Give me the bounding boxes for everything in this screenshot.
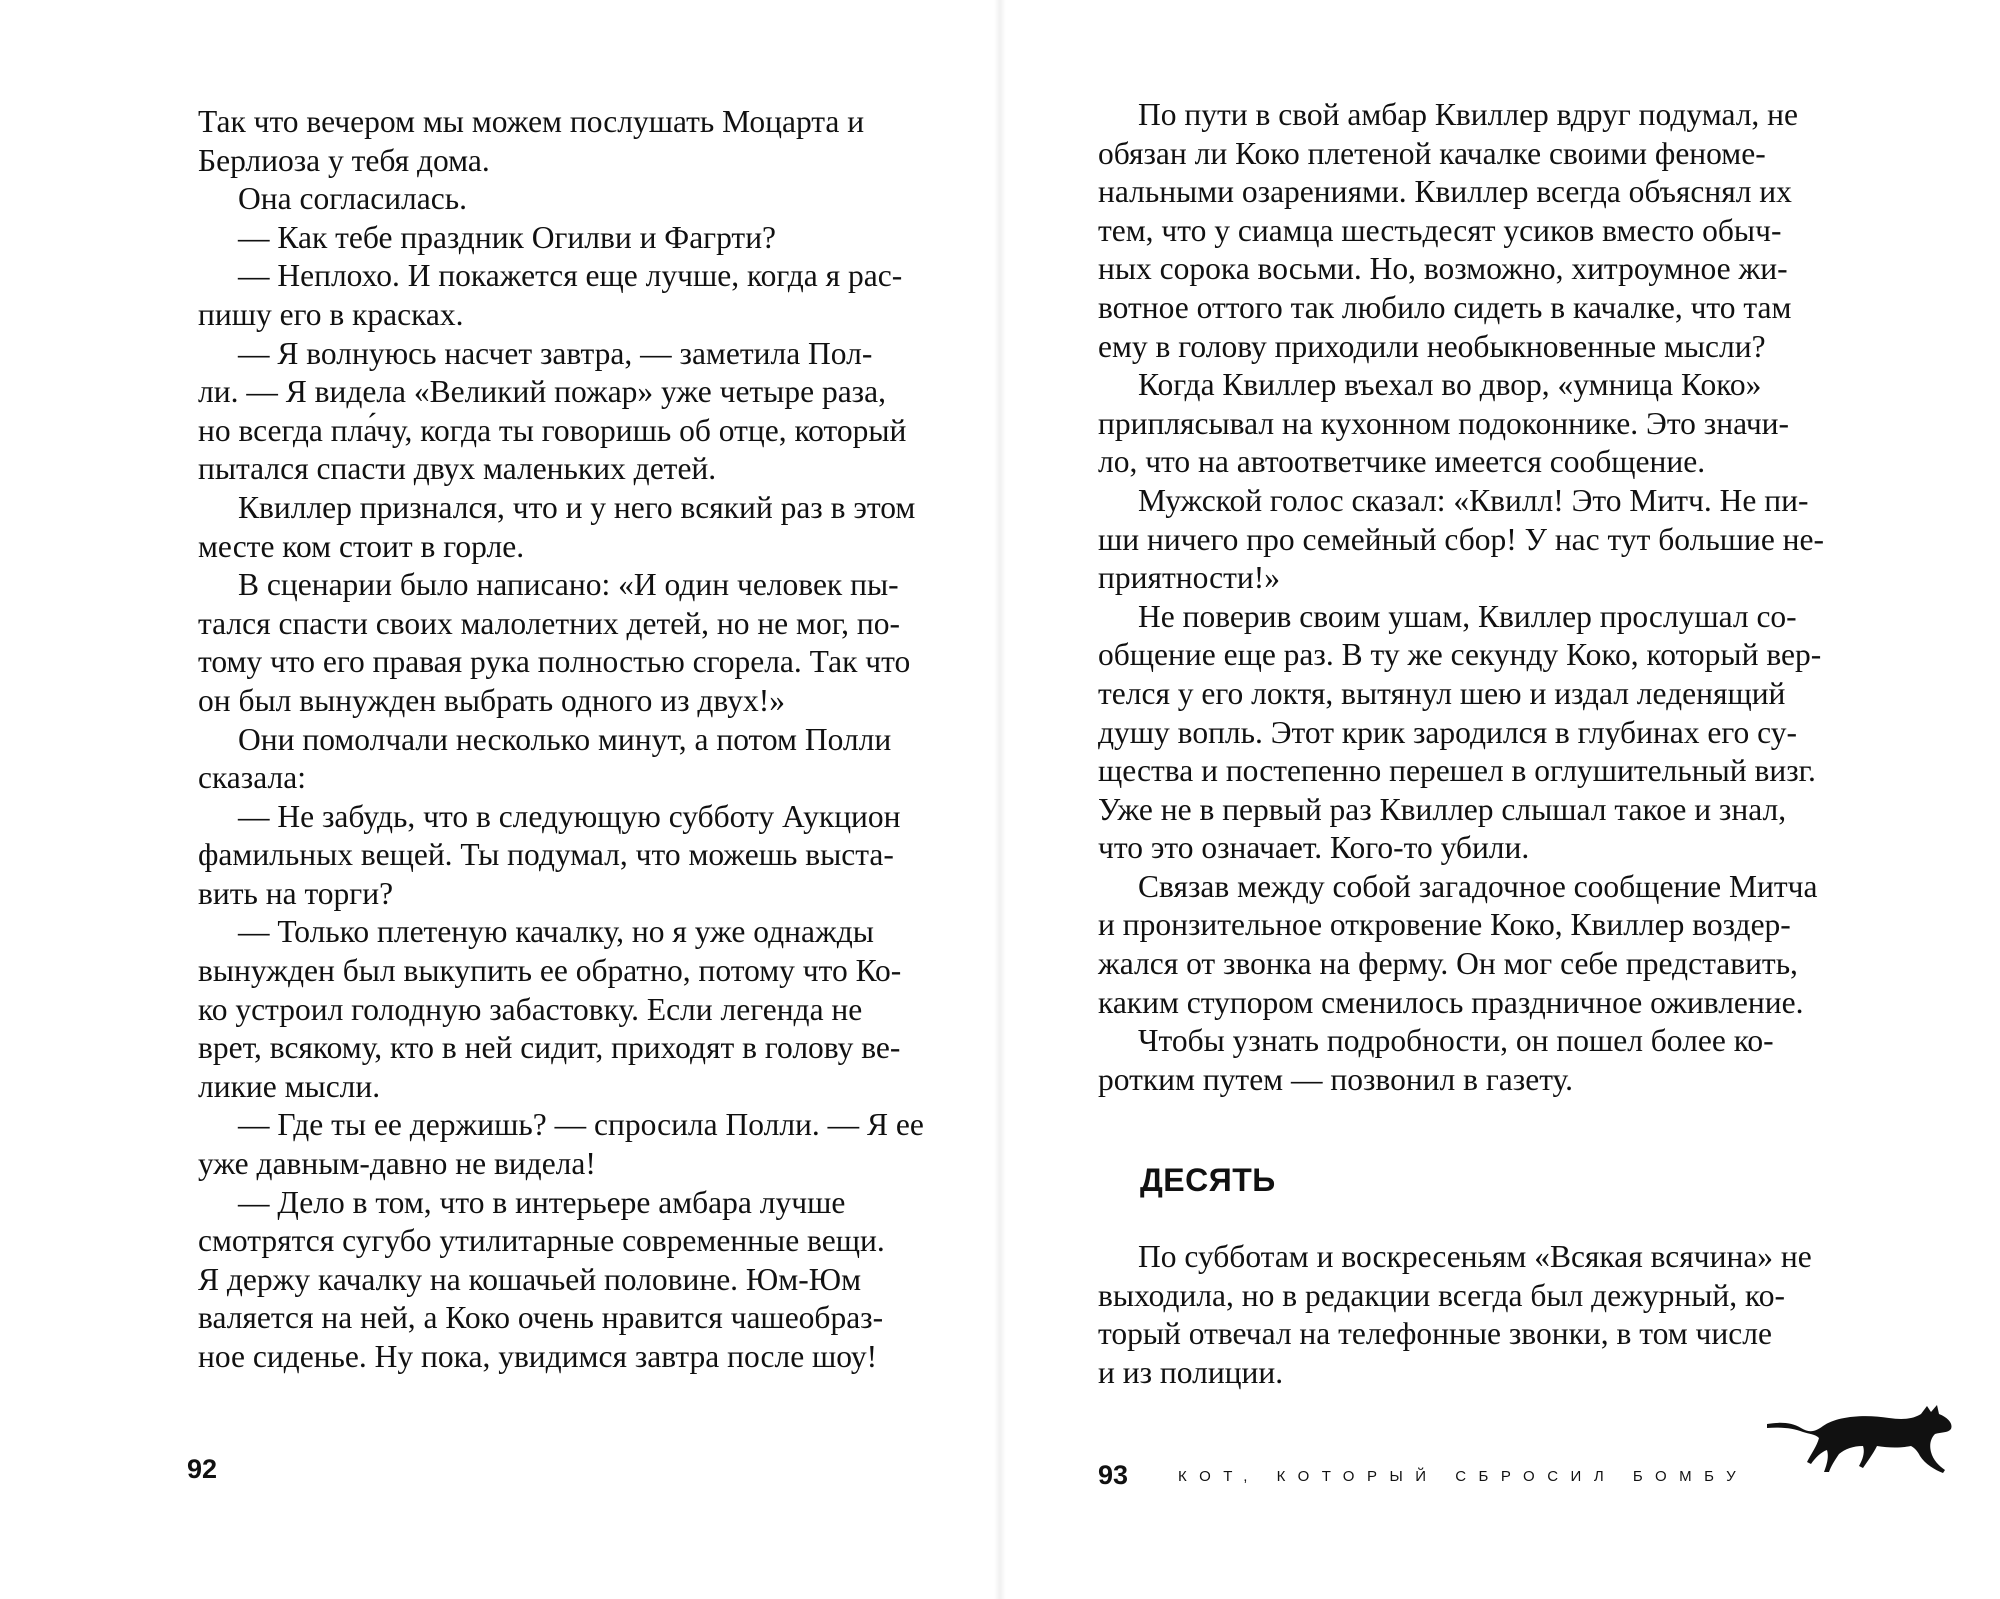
text-line: — Где ты ее держишь? — спросила Полли. — Я ее [238, 1107, 924, 1143]
text-line: — Не забудь, что в следующую субботу Аукцион [238, 798, 901, 834]
right-page-body [1098, 96, 1825, 1099]
paragraph [1098, 1022, 1820, 1099]
paragraph [1098, 598, 1820, 868]
text-line: Когда Квиллер въехал во двор, «умница Коко» [1138, 367, 1762, 403]
text-line: пытался спасти двух маленьких детей. [198, 451, 717, 487]
text-line: вотное оттого так любило сидеть в качалке, что там [1098, 289, 1792, 325]
text-line: приятности!» [1098, 560, 1280, 596]
text-line: Чтобы узнать подробности, он пошел более ко- [1138, 1023, 1774, 1059]
text-line: нальными озарениями. Квиллер всегда объяснял их [1098, 174, 1792, 210]
text-line: телся у его локтя, вытянул шею и издал леденящий [1098, 675, 1786, 711]
running-title: КОТ, КОТОРЫЙ СБРОСИЛ БОМБУ [1178, 1468, 1749, 1485]
text-line: выходила, но в редакции всегда был дежурный, ко- [1098, 1277, 1785, 1313]
text-line: торый отвечал на телефонные звонки, в том числе [1098, 1316, 1772, 1352]
text-line: — Я волнуюсь насчет завтра, — заметила Пол- [238, 335, 873, 371]
text-line: — Дело в том, что в интерьере амбара лучше [238, 1184, 846, 1220]
text-line: тем, что у сиамца шестьдесят усиков вместо обыч- [1098, 212, 1782, 248]
text-line: — Как тебе праздник Огилви и Фагрти? [238, 219, 777, 255]
text-line: По пути в свой амбар Квиллер вдруг подумал, не [1138, 97, 1799, 132]
text-line: что это означает. Кого-то убили. [1098, 830, 1530, 866]
text-line: приплясывал на кухонном подоконнике. Это значи- [1098, 405, 1790, 441]
text-line: Берлиоза у тебя дома. [198, 142, 490, 178]
text-line: Они помолчали несколько минут, а потом Полли [238, 721, 892, 757]
text-line: Уже не в первый раз Квиллер слышал такое и знал, [1098, 791, 1787, 827]
text-line: валяется на ней, а Коко очень нравится чашеобраз- [198, 1300, 884, 1336]
paragraph [198, 721, 913, 798]
paragraph [198, 1106, 924, 1183]
text-line: ло, что на автоответчике имеется сообщение. [1098, 444, 1706, 480]
text-line: Я держу качалку на кошачьей половине. Юм-Юм [198, 1261, 862, 1297]
text-line: но всегда пла́чу, когда ты говоришь об отце, который [198, 412, 907, 448]
chapter-heading: ДЕСЯТЬ [1140, 1162, 1276, 1198]
paragraph [1098, 96, 1820, 366]
text-line: Она согласилась. [238, 181, 467, 217]
text-line: и пронзительное откровение Коко, Квиллер воздер- [1098, 907, 1791, 943]
text-line: общение еще раз. В ту же секунду Коко, который вер- [1098, 637, 1822, 673]
chapter-body [1098, 1238, 1820, 1392]
text-line: Квиллер признался, что и у него всякий раз в этом [238, 489, 916, 525]
right-page-number: 93 [1098, 1460, 1129, 1490]
text-line: он был вынужден выбрать одного из двух!» [198, 682, 785, 718]
text-line: ко устроил голодную забастовку. Если легенда не [198, 991, 863, 1027]
paragraph [198, 566, 913, 720]
paragraph [1098, 366, 1820, 482]
text-line: пишу его в красках. [198, 296, 464, 332]
paragraph [198, 1184, 913, 1377]
paragraph [1098, 482, 1825, 598]
text-line: тому что его правая рука полностью сгорела. Так что [198, 644, 911, 680]
text-line: каким ступором сменилось праздничное оживление. [1098, 984, 1804, 1020]
right-page [1000, 0, 2000, 1599]
text-line: щества и постепенно перешел в оглушительный визг. [1098, 753, 1816, 789]
text-line: Мужской голос сказал: «Квилл! Это Митч. Не пи- [1138, 482, 1809, 518]
text-line: душу вопль. Этот крик зародился в глубинах его су- [1098, 714, 1797, 750]
text-line: Связав между собой загадочное сообщение Митча [1138, 868, 1818, 904]
paragraph [1098, 1238, 1820, 1392]
text-line: По субботам и воскресеньям «Всякая всячина» не [1138, 1239, 1812, 1274]
text-line: вить на торги? [198, 875, 394, 911]
text-line: уже давным-давно не видела! [198, 1146, 596, 1182]
text-line: сказала: [198, 760, 306, 796]
text-line: вынужден был выкупить ее обратно, потому что Ко- [198, 953, 902, 989]
paragraph [198, 103, 913, 180]
text-line: фамильных вещей. Ты подумал, что можешь выста- [198, 837, 894, 873]
text-line: месте ком стоит в горле. [198, 528, 525, 564]
text-line: ных сорока восьми. Но, возможно, хитроумное жи- [1098, 251, 1788, 287]
paragraph [198, 489, 916, 566]
paragraph [1098, 868, 1820, 1022]
text-line: обязан ли Коко плетеной качалке своими феноме- [1098, 135, 1766, 171]
text-line: жался от звонка на ферму. Он мог себе представить, [1098, 946, 1798, 982]
paragraph [198, 219, 913, 258]
text-line: тался спасти своих малолетних детей, но не мог, по- [198, 605, 900, 641]
text-line: ликие мысли. [198, 1068, 381, 1104]
text-line: ли. — Я видела «Великий пожар» уже четыре раза, [198, 374, 886, 410]
text-line: ное сиденье. Ну пока, увидимся завтра после шоу! [198, 1339, 878, 1374]
left-page-number: 92 [187, 1454, 218, 1484]
text-line: ему в голову приходили необыкновенные мысли? [1098, 328, 1766, 364]
text-line: Не поверив своим ушам, Квиллер прослушал со- [1138, 598, 1797, 634]
text-line: В сценарии было написано: «И один человек пы- [238, 567, 899, 603]
paragraph [198, 335, 913, 489]
text-line: — Неплохо. И покажется еще лучше, когда я рас- [238, 258, 903, 294]
text-line: смотрятся сугубо утилитарные современные вещи. [198, 1223, 885, 1259]
text-line: и из полиции. [1098, 1354, 1284, 1390]
paragraph [198, 180, 913, 219]
paragraph [198, 257, 913, 334]
left-page-body [198, 103, 924, 1377]
text-line: ши ничего про семейный сбор! У нас тут большие не- [1098, 521, 1825, 557]
text-line: — Только плетеную качалку, но я уже однажды [238, 914, 874, 950]
text-line: врет, всякому, кто в ней сидит, приходят в голову ве- [198, 1030, 901, 1066]
text-line: Так что вечером мы можем послушать Моцарта и [198, 104, 865, 139]
walking-cat-silhouette-icon [1765, 1402, 1965, 1482]
paragraph [198, 913, 913, 1106]
paragraph [198, 798, 913, 914]
text-line: ротким путем — позвонил в газету. [1098, 1061, 1574, 1097]
